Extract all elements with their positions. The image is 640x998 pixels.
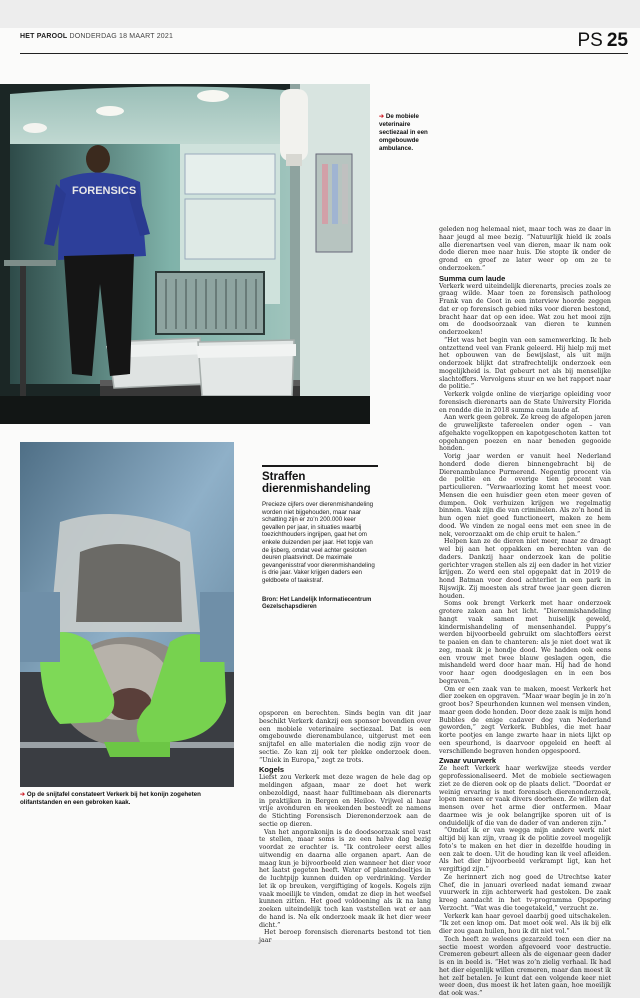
photo1-caption [379, 113, 439, 153]
rabbit-photo [20, 442, 234, 787]
factbox-source: Bron: Het Landelijk Informatiecentrum Gezelschapsdieren [262, 597, 372, 611]
masthead [20, 33, 173, 40]
subheading-kogels: Kogels [259, 765, 285, 775]
photo1-caption-text: De mobiele veterinaire sectiezaal in een omgebouwde ambulance. [379, 113, 428, 152]
paragraph: Toch heeft ze weleens gezarzeld toen een dier na sectie moest worden afgevoerd voor destructie. Cremeren gebeurt alleen als de eigenaar geen dader is en in beeld is. “Het was zo’n zielig verhaal. Ik had het dier eigenlijk willen cremeren, maar dan moest ik het zelf betalen. Je kunt dat een volgende keer niet weer doen, dus moest ik het laten gaan, hoe moeilijk dat ook was.” [439, 935, 611, 997]
paragraph: Vorig jaar werden er vanuit heel Nederland honderd dode dieren binnengebracht bij de Dierenambulance Purmerend. Negentig procent via de politie en de overige tien procent van particulieren. “Verwaarlozing komt het meest voor. Mensen die een huisdier geen eten meer geven of dumpen. Ook verhuizen krijgen we regelmatig binnen. Vaak zijn die van criminelen. Als zo’n hond in hun ogen niet goed functioneert, maken ze hem dood. We vinden ze nogal eens met een snee in de nek, veroorzaakt om de chip eruit te halen.” [439, 453, 611, 538]
article-column-right [439, 226, 611, 998]
factbox-text: Precieze cijfers over dierenmishandeling worden niet bijgehouden, maar naar schatting zijn er zo’n 200.000 keer gevallen per jaar, in situaties waarbij toezichthouders ingrijpen, gaat het om enkele duizenden per jaar. Het topje van de ijsberg, omdat veel achter gesloten deuren plaatsvindt. De maximale gevangenisstraf voor dierenmishandeling is drie jaar. Vaker krijgen daders een geldboete of taakstraf. [262, 501, 375, 584]
paragraph: Helpen kan ze de dieren niet meer, maar ze draagt wel bij aan het oppakken en berechten van de daders. Dankzij haar onderzoek kan de politie gerichter vragen stellen als zij een dader in het vizier krijgen. Zo werd een stel opgepakt dat in 2019 de hond Batman voor dood achterliet in een park in Rijswijk. Zij moesten als straf twee jaar geen dieren houden. [439, 538, 611, 600]
paragraph: geleden nog helemaal niet, maar toch was ze daar in haar jeugd al mee bezig. “Natuurlijk hield ik zoals alle dierenartsen veel van dieren, maar ik nam ook dode dieren mee naar huis. Die stopte ik onder de grond en groef ze later weer op om ze te onderzoeken.” [439, 226, 611, 272]
paragraph: Het beroep forensisch dierenarts bestond tot tien jaar [259, 929, 431, 944]
paragraph: Liefst zou Verkerk met deze wagen de hele dag op meldingen afgaan, maar ze doet het werk onbezoldigd, naast haar fulltimebaan als dierenarts in praktijken in Bergen en Heiloo. Vrijwel al haar vrije avonduren en weekenden besteedt ze namens de Stichting Forensisch Dierenonderzoek aan de sectie op dieren. [259, 774, 431, 828]
paper-name: HET PAROOL [20, 33, 68, 40]
issue-date: DONDERDAG 18 MAART 2021 [69, 33, 174, 40]
page-number [578, 30, 629, 52]
paragraph: Van het angorakonijn is de doodsoorzaak snel vast te stellen, maar soms is ze een halve dag bezig voordat ze erachter is. “Ik controleer eerst alles uitwendig en daarna alle organen apart. Aan de maag kun je bijvoorbeeld zien wanneer het dier voor het laatst gegeten heeft. Water of plantendeeltjes in de luchtpijp kunnen duiden op verdrinking. Verder let ik op breuken, vergiftiging of kogels. Kogels zijn vaak moeilijk te vinden, omdat ze diep in het weefsel kunnen zitten. Het goed voldoening als ik na lang zoeken uiteindelijk toch kan vaststellen wat er aan de hand is. Na elk onderzoek maak ik het dier weer dicht.” [259, 828, 431, 929]
factbox-rule [262, 465, 378, 467]
caption-arrow-icon: ➔ [379, 113, 385, 120]
paragraph: Ze heeft Verkerk haar werkwijze steeds verder geprofessionaliseerd. Met de mobiele sectiewagen ziet ze de dieren ook op de plaats delict. “Doordat er weinig ervaring is met forensisch dierenonderzoek, lopen mensen er vaak divers doorheen. Ze willen dat mensen over het arme dier ontfermen. Maar daarmee wis je ook belangrijke sporen uit of is onduidelijk of die van de dader of van anderen zijn.” [439, 765, 611, 827]
subheading-vuurwerk: Zwaar vuurwerk [439, 756, 497, 766]
factbox-title: Straffen dierenmishandeling [262, 471, 371, 495]
caption-arrow-icon: ➔ [20, 791, 26, 798]
paragraph: Verkerk volgde online de vierjarige opleiding voor forensisch dierenarts aan de State University Florida en rondde die in 2018 summa cum laude af. [439, 391, 611, 414]
paragraph: Ze herinnert zich nog goed de Utrechtse kater Chef, die in januari overleed nadat iemand zwaar vuurwerk in zijn achterwerk had gestoken. De zaak kreeg aandacht in het tv-programma Opsporing Verzocht. “Wat was die toegetakeld,” verzucht ze. [439, 873, 611, 912]
paragraph: “Het was het begin van een samenwerking. Ik heb ontzettend veel van Frank geleerd. Hij hielp mij met het opbouwen van de bewijslast, als uit mijn onderzoek blijkt dat strafrechtelijk onderzoek een mogelijkheid is. Dat gebeurt net als bij menselijke slachtoffers. Vervolgens stuur en we het rapport naar de politie.” [439, 336, 611, 391]
paragraph: Aan werk geen gebrek. Ze kreeg de afgelopen jaren de gruwelijkste tafereelen onder ogen – van afgehakte vogelkoppen en kapotgeschoten katten tot opgehangen poezen en naar beneden gegooide honden. [439, 414, 611, 453]
ambulance-photo [0, 84, 370, 424]
paragraph: Verkerk kan haar gevoel daarbij goed uitschakelen. “Ik zet een knop om. Dat moet ook wel. Als ik bij elk dier zou gaan huilen, hou ik dit niet vol.” [439, 912, 611, 935]
paragraph: Verkerk werd uiteindelijk dierenarts, precies zoals ze graag wilde. Maar toen ze forensisch patholoog Frank van de Goot in een interview hoorde zeggen dat er op forensisch gebied niks voor dieren bestond, bracht haar dat op een idee. Wat zou het mooi zijn om de doodsoorzaak van dieren te kunnen onderzoeken! [439, 282, 611, 336]
section-label: PS [577, 30, 603, 51]
paragraph: opsporen en berechten. Sinds begin van dit jaar beschikt Verkerk dankzij een sponsor bovendien over een mobiele veterinaire sectiezaal. Dat is een omgebouwde dierenambulance, uitgerust met een snijtafel en alle materialen die nodig zijn voor de sectie. Zo kan zij ook ter plekke onderzoek doen. “Uniek in Europa,” zegt ze trots. [259, 710, 431, 764]
paragraph: “Omdat ik er van wegga mijn andere werk niet altijd bij kan zijn, vraag ik de politie zoveel mogelijk foto’s te maken en het dier in dezelfde houding in een zak te doen. Uit de houding kan ik veel afleiden. Als het dier bijvoorbeeld verkrampt ligt, kan het vergiftigd zijn.” [439, 827, 611, 873]
article-column-left [259, 710, 431, 945]
page-number-value: 25 [606, 30, 628, 51]
subheading-summa: Summa cum laude [439, 273, 506, 283]
forensics-shirt-text: FORENSICS [72, 185, 137, 197]
photo2-caption [20, 791, 234, 807]
photo2-caption-text: Op de snijtafel constateert Verkerk bij het konijn zogeheten olifantstanden en een gebroken kaak. [20, 791, 201, 806]
paragraph: Om er een zaak van te maken, moest Verkerk het dier zoeken en opgraven. “Maar waar begin je in zo’n groot bos? Speurhonden kunnen wel mensen vinden, maar geen dode honden. Door deze zaak is mijn hond Bubbles de enige cadaver dog van Nederland geworden,” zegt Verkerk. Bubbles, die met haar korte pootjes en lange zwarte haar in niets lijkt op een speurhond, is daarvoor opgeleid en heeft al verschillende begraven honden opgespoord. [439, 685, 611, 755]
header-rule [20, 53, 628, 54]
paragraph: Soms ook brengt Verkerk met haar onderzoek grotere zaken aan het licht. “Dierenmishandeling hangt vaak samen met huiselijk geweld, kindermishandeling of mensenhandel. Puppy’s werden bijvoorbeeld gebruikt om slachtoffers eerst te paaien en dan te chanteren: als je niet doet wat ik zeg, maak ik je hondje dood. We hadden ook eens een vrouw met twee blauw geslagen ogen, die mishandeld werd door haar man. Hij had de hond voor haar ogen doodgeslagen en in een bos begraven.” [439, 600, 611, 685]
